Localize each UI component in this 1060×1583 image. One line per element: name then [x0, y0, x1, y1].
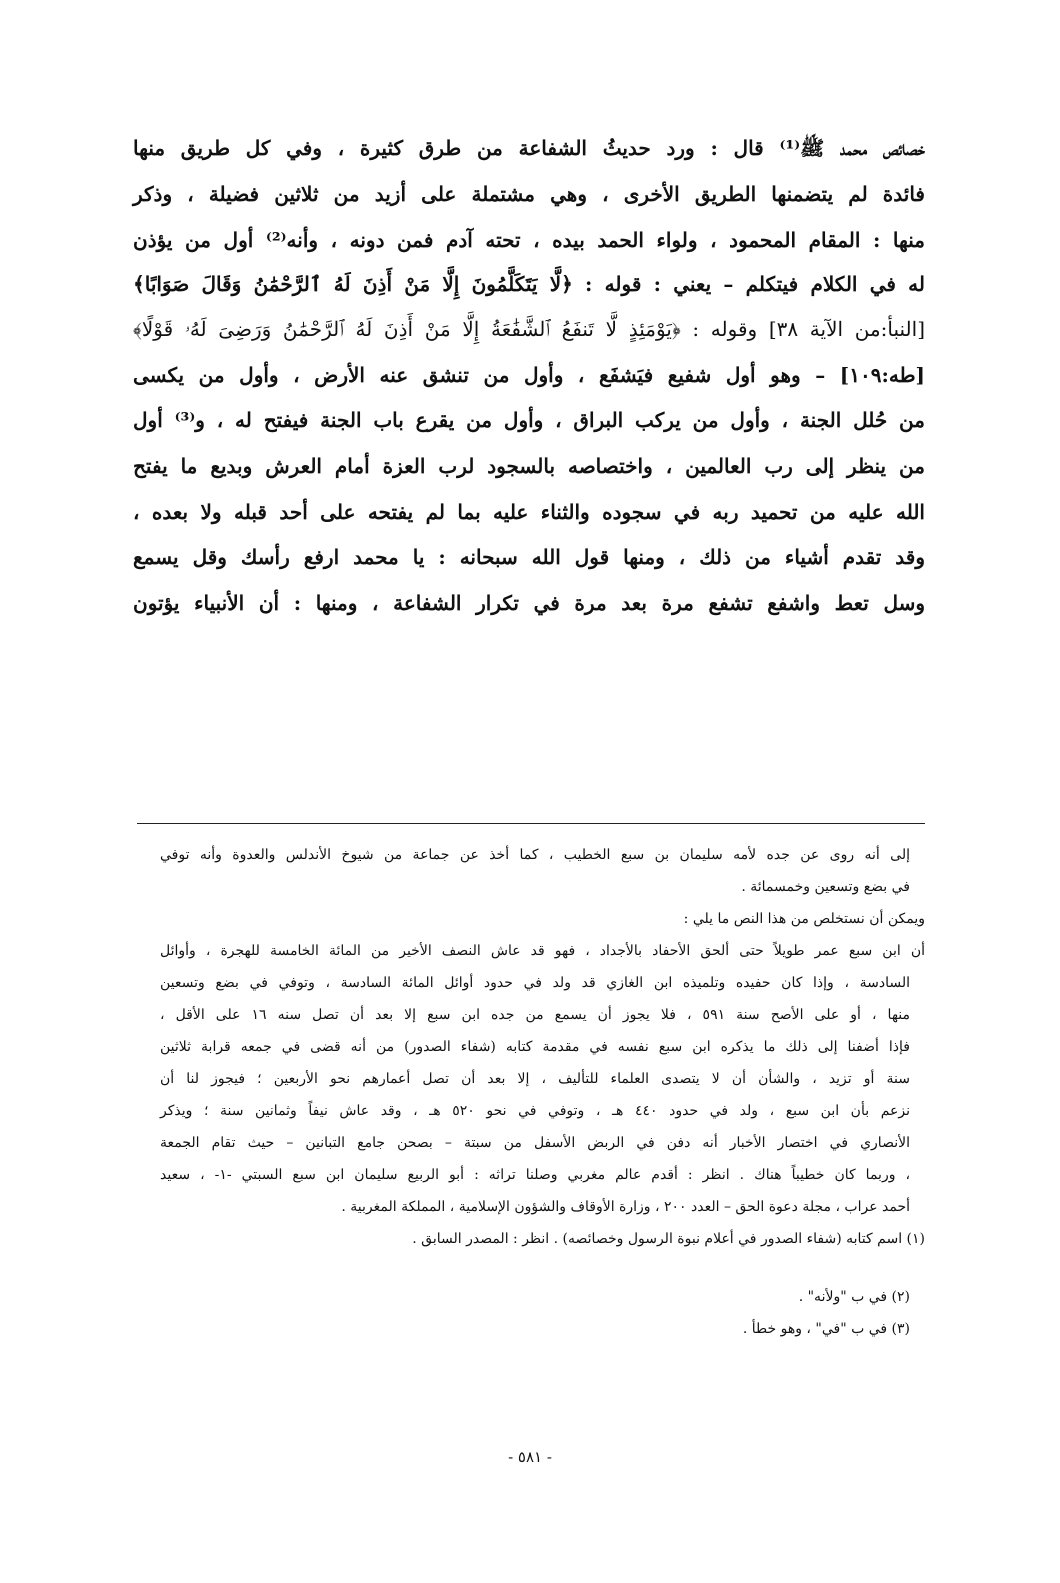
main-line: له في الكلام فيتكلم – يعني : قوله : ﴿لَّا يَتَكَلَّمُونَ إِلَّا مَنْ أَذِنَ لَهُ ٱلرَّحْمَٰنُ وَقَالَ صَوَابًا﴾ [133, 272, 925, 296]
main-line: [طه:١٠٩] – وهو أول شفيع فيَشفَع ، وأول من تنشق عنه الأرض ، وأول من يكسى [133, 363, 925, 387]
main-line: من حُلل الجنة ، وأول من يركب البراق ، وأول من يقرع باب الجنة فيفتح له ، و⁽³⁾ أول [133, 408, 925, 432]
page-number: - ٥٨١ - [508, 1448, 552, 1466]
main-line: خصائص محمد ﷺ⁽¹⁾ قال : ورد حديثُ الشفاعة من طرق كثيرة ، وفي كل طريق منها [133, 136, 925, 160]
footnote-line: سنة أو تزيد ، والشأن أن لا يتصدى العلماء للتأليف ، إلا بعد أن تصل أعمارهم نحو الأربعين ؛ فيجوز لنا أن [160, 1071, 910, 1087]
footnote-line: أن ابن سبع عمر طويلاً حتى ألحق الأحفاد بالأجداد ، فهو قد عاش النصف الأخير من المائة الخامسة للهجرة ، وأوائل [160, 943, 925, 959]
footnote-line: الأنصاري في اختصار الأخبار أنه دفن في الربض الأسفل من سبتة – بصحن جامع التبانين – حيث تقام الجمعة [160, 1135, 910, 1151]
footnote-2: (٢) في ب "ولأنه" . [798, 1289, 910, 1305]
footnote-line: السادسة ، وإذا كان حفيده وتلميذه ابن الغازي قد ولد في حدود أوائل المائة السادسة ، وتوفي في بضع وتسعين [160, 975, 910, 991]
footnote-line: أحمد عراب ، مجلة دعوة الحق – العدد ٢٠٠ ، وزارة الأوقاف والشؤون الإسلامية ، المملكة المغربية . [341, 1199, 910, 1215]
footnote-line: نزعم بأن ابن سبع ، ولد في حدود ٤٤٠ هـ ، وتوفي في نحو ٥٢٠ هـ ، وقد عاش نيفاً وثمانين سنة ؛ ويذكر [160, 1103, 910, 1119]
footnote-line: فإذا أضفنا إلى ذلك ما يذكره ابن سبع نفسه في مقدمة كتابه (شفاء الصدور) من أنه قضى في جمعه قرابة ثلاثين [160, 1039, 910, 1055]
footnote-line: في بضع وتسعين وخمسمائة . [741, 879, 910, 895]
main-line: وقد تقدم أشياء من ذلك ، ومنها قول الله سبحانه : يا محمد ارفع رأسك وقل يسمع [133, 545, 925, 569]
main-line: من ينظر إلى رب العالمين ، واختصاصه بالسجود لرب العزة أمام العرش وبديع ما يفتح [133, 454, 925, 478]
main-line: الله عليه من تحميد ربه في سجوده والثناء عليه بما لم يفتحه على أحد قبله ولا بعده ، [133, 500, 925, 524]
main-line: [النبأ:من الآية ٣٨] وقوله : ﴿يَوْمَئِذٍ لَّا تَنفَعُ ٱلشَّفَٰعَةُ إِلَّا مَنْ أَذِنَ لَهُ ٱلرَّحْمَٰنُ وَرَضِىَ لَهُۥ قَوْلًا﴾ [133, 317, 925, 341]
footnote-3: (٣) في ب "في" ، وهو خطأ . [742, 1321, 910, 1337]
main-line: وسل تعط واشفع تشفع مرة بعد مرة في تكرار الشفاعة ، ومنها : أن الأنبياء يؤتون [133, 591, 925, 615]
footnote-line: إلى أنه روى عن جده لأمه سليمان بن سبع الخطيب ، كما أخذ عن جماعة من شيوخ الأندلس والعدوة وأنه توفي [160, 847, 910, 863]
footnote-line: ويمكن أن نستخلص من هذا النص ما يلي : [683, 911, 925, 927]
footnote-line: منها ، أو على الأصح سنة ٥٩١ ، فلا يجوز أن يسمع من جده ابن سبع إلا بعد أن تصل سنه ١٦ على الأقل ، [160, 1007, 910, 1023]
footnote-1: (١) اسم كتابه (شفاء الصدور في أعلام نبوة الرسول وخصائصه) . انظر : المصدر السابق . [412, 1231, 925, 1247]
footnote-divider [137, 823, 925, 824]
main-line: فائدة لم يتضمنها الطريق الأخرى ، وهي مشتملة على أزيد من ثلاثين فضيلة ، وذكر [133, 182, 925, 206]
main-line: منها : المقام المحمود ، ولواء الحمد بيده ، تحته آدم فمن دونه ، وأنه⁽²⁾ أول من يؤذن [133, 228, 925, 252]
footnote-line: ، وربما كان خطيباً هناك . انظر : أقدم عالم مغربي وصلنا تراثه : أبو الربيع سليمان ابن سبع السبتي -١- ، سعيد [160, 1167, 910, 1183]
